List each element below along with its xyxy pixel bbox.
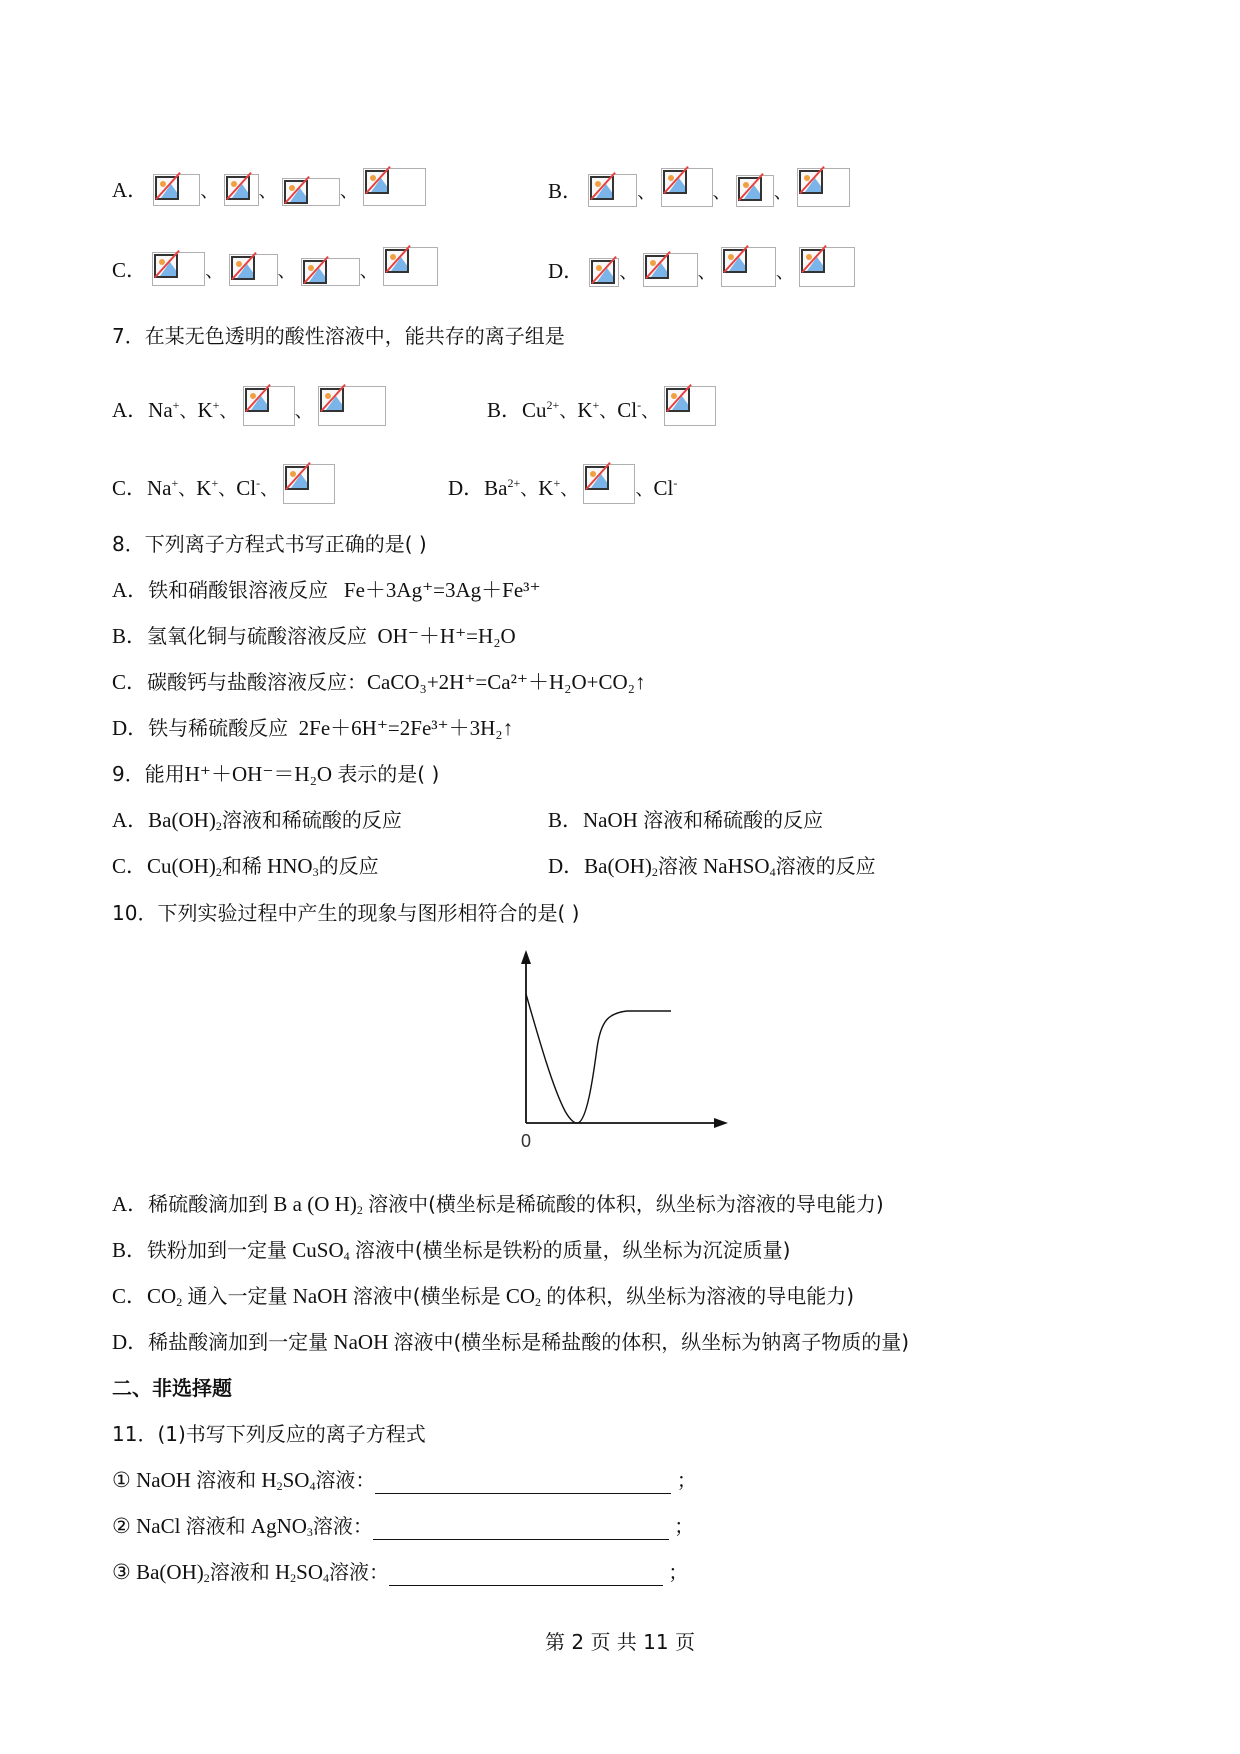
q9-option-c: C．$Cu(OH)_2$和稀 $HNO_3$的反应: [112, 854, 379, 879]
q6-option-b: B． 、 、 、: [548, 168, 850, 207]
q7-option-b: B．$Cu^{2+}$、K+、Cl-、: [487, 386, 716, 426]
q10-stem: 10．下列实验过程中产生的现象与图形相符合的是( ): [112, 901, 580, 925]
answer-blank[interactable]: [389, 1563, 663, 1586]
broken-image-icon: [383, 247, 438, 286]
q7-option-d: D．$Ba^{2+}$、K+、 、Cl-: [448, 464, 677, 504]
broken-image-icon: [301, 258, 360, 286]
q7-option-c: C．Na+、K+、Cl-、: [112, 464, 335, 504]
origin-label: 0: [521, 1131, 532, 1148]
broken-image-icon: [799, 247, 855, 287]
q10-graph: [515, 948, 735, 1148]
broken-image-icon: [153, 174, 200, 206]
x-axis-arrow-icon: [714, 1118, 728, 1128]
q10-option-b: B．铁粉加到一定量 CuSO$_4$ 溶液中(横坐标是铁粉的质量，纵坐标为沉淀质量): [112, 1238, 791, 1263]
q10-option-d: D．稀盐酸滴加到一定量 NaOH 溶液中(横坐标是稀盐酸的体积，纵坐标为钠离子物质的量): [112, 1330, 910, 1354]
broken-image-icon: [282, 178, 340, 206]
broken-image-icon: [224, 174, 259, 206]
broken-image-icon: [583, 464, 635, 504]
broken-image-icon: [283, 464, 335, 504]
answer-blank[interactable]: [373, 1517, 669, 1540]
broken-image-icon: [363, 168, 426, 206]
section-title: 二、非选择题: [112, 1376, 232, 1400]
q8-option-b: B．氢氧化铜与硫酸溶液反应 OH⁻＋H⁺=H₂O: [112, 624, 516, 648]
q6-option-a: A． 、 、 、: [112, 168, 426, 206]
broken-image-icon: [721, 247, 776, 287]
q11-item-1: ① NaOH 溶液和 $H_2SO_4$溶液： ；: [112, 1468, 697, 1493]
q6-option-d: D． 、 、 、: [548, 247, 855, 287]
q9-option-d: D．$Ba(OH)_2$溶液 NaHSO$_4$溶液的反应: [548, 854, 876, 879]
y-axis-arrow-icon: [521, 950, 531, 964]
broken-image-icon: [661, 168, 713, 207]
q8-option-c: C．碳酸钙与盐酸溶液反应：CaCO₃+2H⁺=Ca²⁺＋H₂O+CO₂↑: [112, 670, 646, 694]
answer-blank[interactable]: [375, 1471, 671, 1494]
broken-image-icon: [797, 168, 850, 207]
q9-option-a: A．$Ba(OH)_2$溶液和稀硫酸的反应: [112, 808, 402, 833]
q7-option-a: A．Na+、K+、 、: [112, 386, 386, 426]
broken-image-icon: [664, 386, 716, 426]
q11-stem: 11．(1)书写下列反应的离子方程式: [112, 1422, 426, 1446]
q9-option-b: B．NaOH 溶液和稀硫酸的反应: [548, 808, 824, 832]
broken-image-icon: [152, 252, 205, 286]
broken-image-icon: [736, 175, 774, 207]
q8-option-a: A．铁和硝酸银溶液反应 Fe＋3Ag⁺=3Ag＋Fe³⁺: [112, 578, 541, 602]
q8-stem: 8．下列离子方程式书写正确的是( ): [112, 532, 427, 556]
broken-image-icon: [318, 386, 386, 426]
page-number: 第 2 页 共 11 页: [545, 1630, 695, 1654]
q8-option-d: D．铁与稀硫酸反应 2Fe＋6H⁺=2Fe³⁺＋3H₂↑: [112, 716, 514, 740]
broken-image-icon: [643, 253, 698, 287]
curve: [526, 994, 671, 1123]
broken-image-icon: [229, 254, 278, 286]
q9-stem: 9．能用H⁺＋OH⁻＝H₂O 表示的是( ): [112, 762, 440, 786]
q7-stem: 7．在某无色透明的酸性溶液中，能共存的离子组是: [112, 324, 565, 348]
q10-option-a: A．稀硫酸滴加到 B a (O $H)_2$ 溶液中(横坐标是稀硫酸的体积，纵坐标为溶液的导电能力): [112, 1192, 884, 1217]
q11-item-3: ③ $Ba(OH)_2$溶液和 $H_2SO_4$溶液： ；: [112, 1560, 689, 1585]
q11-item-2: ② NaCl 溶液和 AgNO$_3$溶液： ；: [112, 1514, 695, 1539]
broken-image-icon: [243, 386, 295, 426]
broken-image-icon: [588, 174, 637, 207]
broken-image-icon: [589, 258, 619, 287]
q10-option-c: C．$CO_2$ 通入一定量 NaOH 溶液中(横坐标是 $CO_2$ 的体积，纵坐标为溶液的导电能力): [112, 1284, 855, 1309]
q6-option-c: C． 、 、 、: [112, 247, 438, 286]
